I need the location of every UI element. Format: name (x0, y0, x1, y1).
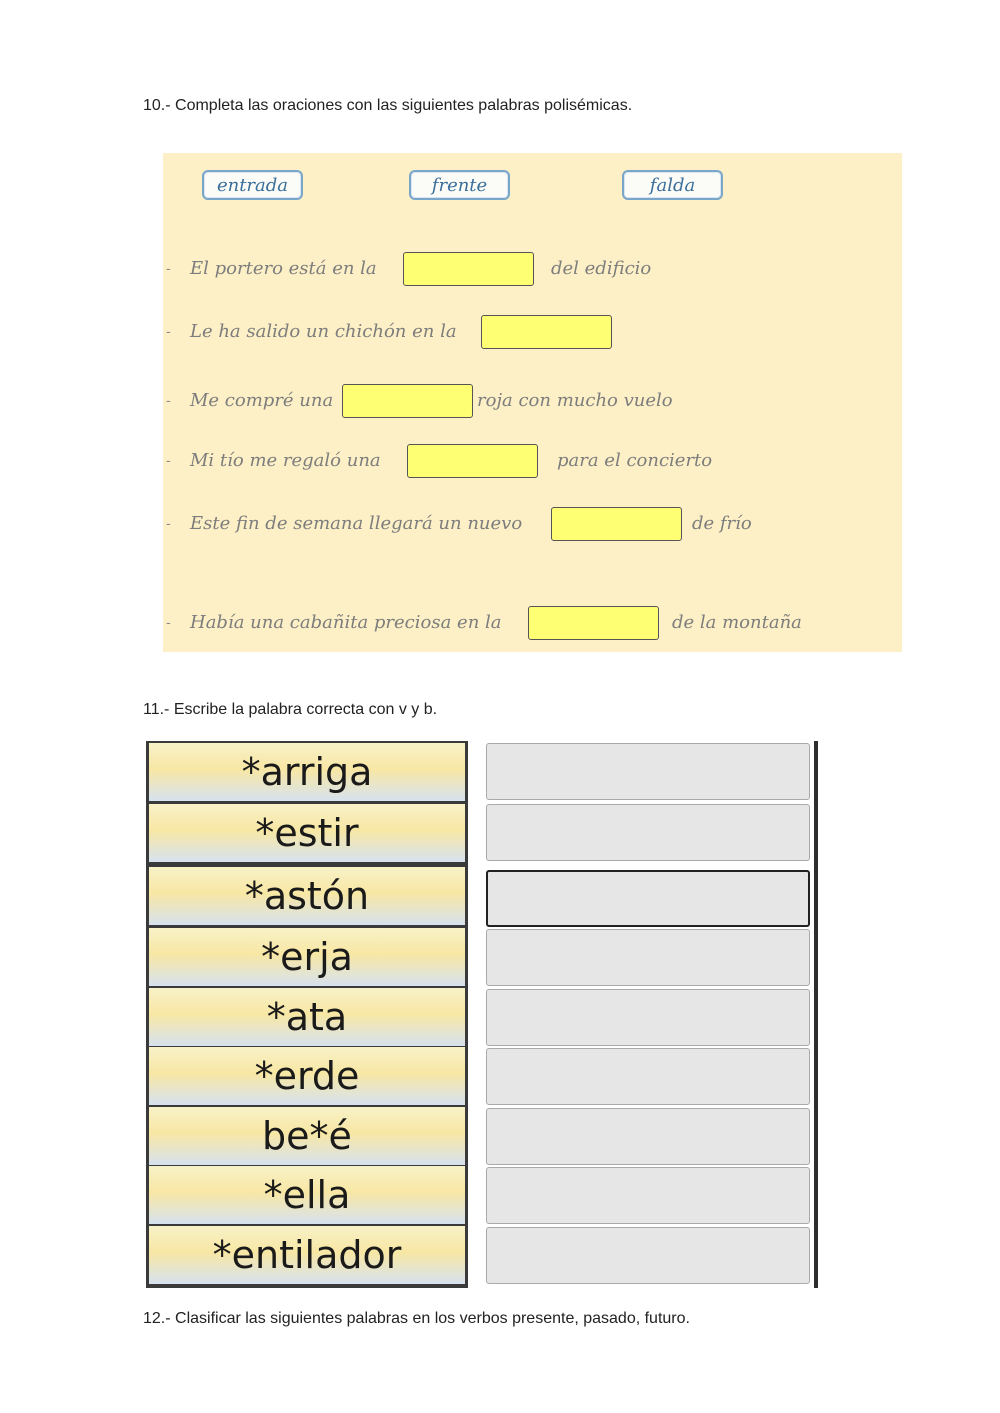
sentence-text-before: Mi tío me regaló una (190, 450, 381, 471)
bullet-dash: - (166, 615, 171, 631)
word-cell: *ella (149, 1166, 465, 1224)
bullet-dash: - (166, 516, 171, 532)
exercise-11-heading: 11.- Escribe la palabra correcta con v y b. (143, 701, 438, 718)
answer-input[interactable] (486, 743, 810, 800)
sentence-row (163, 315, 902, 349)
answer-column (484, 741, 818, 1288)
word-cell: be*é (149, 1107, 465, 1165)
sentence-row (163, 507, 902, 541)
answer-input[interactable] (486, 989, 810, 1046)
sentence-text-before: Le ha salido un chichón en la (190, 321, 457, 342)
sentence-text-before: Me compré una (190, 390, 334, 411)
answer-input[interactable] (486, 1167, 810, 1224)
answer-input[interactable] (486, 804, 810, 861)
answer-blank-input[interactable] (403, 252, 534, 286)
answer-input[interactable] (486, 1227, 810, 1284)
answer-input[interactable] (486, 1108, 810, 1165)
word-cell: *estir (149, 804, 465, 862)
bullet-dash: - (166, 453, 171, 469)
sentence-text-after: del edificio (551, 258, 652, 279)
word-column (146, 741, 468, 1288)
word-cell: *arriga (149, 743, 465, 801)
word-bank-chip-frente: frente (409, 170, 510, 200)
answer-blank-input[interactable] (342, 384, 473, 418)
exercise-10-heading: 10.- Completa las oraciones con las siguientes palabras polisémicas. (143, 97, 633, 114)
sentence-row (163, 606, 902, 640)
word-bank-chip-falda: falda (622, 170, 723, 200)
exercise-10-panel (163, 153, 902, 652)
answer-input-active[interactable] (486, 870, 810, 927)
exercise-11-table (146, 741, 818, 1288)
exercise-12-heading: 12.- Clasificar las siguientes palabras en los verbos presente, pasado, futuro. (143, 1310, 690, 1327)
answer-input[interactable] (486, 929, 810, 986)
answer-blank-input[interactable] (407, 444, 538, 478)
answer-blank-input[interactable] (551, 507, 682, 541)
sentence-text-after: roja con mucho vuelo (477, 390, 673, 411)
sentence-text-after: de frío (692, 513, 752, 534)
sentence-row (163, 384, 902, 418)
sentence-text-after: de la montaña (672, 612, 802, 633)
word-cell: *erja (149, 928, 465, 986)
word-cell: *ata (149, 988, 465, 1046)
word-cell: *erde (149, 1047, 465, 1105)
sentence-text-before: Había una cabañita preciosa en la (190, 612, 502, 633)
answer-blank-input[interactable] (481, 315, 612, 349)
answer-blank-input[interactable] (528, 606, 659, 640)
bullet-dash: - (166, 261, 171, 277)
word-cell: *entilador (149, 1226, 465, 1284)
bullet-dash: - (166, 393, 171, 409)
sentence-row (163, 252, 902, 286)
sentence-row (163, 444, 902, 478)
sentence-text-before: El portero está en la (190, 258, 377, 279)
sentence-text-before: Este fin de semana llegará un nuevo (190, 513, 523, 534)
word-bank-chip-entrada: entrada (202, 170, 303, 200)
word-cell: *astón (149, 867, 465, 925)
sentence-text-after: para el concierto (557, 450, 713, 471)
bullet-dash: - (166, 324, 171, 340)
answer-input[interactable] (486, 1048, 810, 1105)
